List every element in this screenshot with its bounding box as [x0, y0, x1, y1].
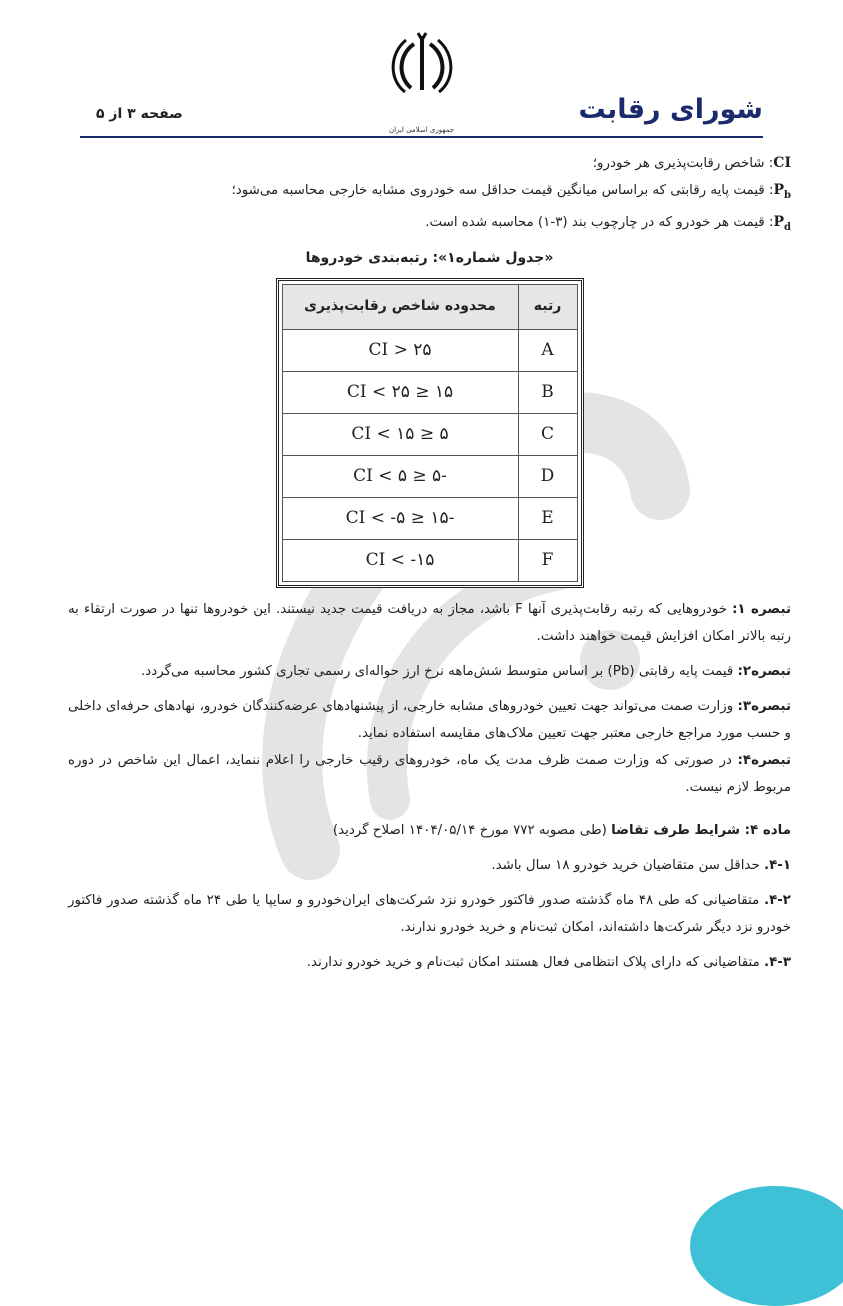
table-row [282, 371, 577, 413]
note-text: در صورتی که وزارت صمت ظرف مدت یک ماه، خودروهای رقیب خارجی را اعلام ننماید، اعمال این شاخص در دوره مربوط لازم نیست. [68, 752, 791, 795]
page-header [80, 30, 763, 136]
main-content [68, 150, 791, 976]
article-amendment: (طی مصوبه ۷۷۲ مورخ ۱۴۰۴/۰۵/۱۴ اصلاح گردید) [332, 822, 612, 838]
clause-label: ۴-۱. [764, 857, 791, 873]
definition-symbol: $P_b$ [773, 182, 791, 201]
header-range: محدوده شاخص رقابت‌پذیری [282, 284, 518, 329]
article-4-heading [68, 817, 791, 844]
note-label: تبصره۳: [737, 698, 791, 714]
definition-text: : قیمت پایه رقابتی که براساس میانگین قیمت حداقل سه خودروی مشابه خارجی محاسبه می‌شود؛ [231, 183, 774, 198]
range-cell: -۱۵ ≤ CI < -۵ [282, 497, 518, 539]
council-title: شورای رقابت [578, 94, 763, 125]
note-2 [68, 658, 791, 685]
table-row [282, 539, 577, 581]
definition-symbol: CI [773, 155, 791, 171]
clause-4-3 [68, 949, 791, 976]
range-cell: ۱۵ ≤ CI < ۲۵ [282, 371, 518, 413]
note-label: تبصره۲: [737, 663, 791, 679]
range-cell: ۵ ≤ CI < ۱۵ [282, 413, 518, 455]
ranking-table-frame [276, 278, 584, 588]
definition-ci [68, 150, 791, 177]
ranking-table [282, 284, 578, 582]
table-row [282, 455, 577, 497]
note-1 [68, 596, 791, 650]
table-row [282, 413, 577, 455]
rank-cell: F [518, 539, 577, 581]
header-divider [80, 136, 763, 138]
clause-text: متقاضیانی که دارای پلاک انتظامی فعال هستند امکان ثبت‌نام و خرید خودرو ندارند. [306, 954, 764, 970]
rank-cell: C [518, 413, 577, 455]
rank-cell: E [518, 497, 577, 539]
clause-text: متقاضیانی که طی ۴۸ ماه گذشته صدور فاکتور خودرو نزد شرکت‌های ایران‌خودرو و سایپا یا طی ۲۴ ماه گذشته صدور فاکتور خودرو نزد دیگر شرکت‌ها داشته‌اند، امکان ثبت‌نام و خرید خودرو ندارند. [68, 892, 791, 935]
definition-pd [68, 209, 791, 241]
note-text: قیمت پایه رقابتی (Pb) بر اساس متوسط شش‌ماهه نرخ ارز حواله‌ای رسمی تجاری کشور محاسبه می‌گردد. [141, 663, 738, 679]
table-row [282, 329, 577, 371]
note-text: وزارت صمت می‌تواند جهت تعیین خودروهای مشابه خارجی، از پیشنهادهای عرضه‌کنندگان خودرو، نهادهای حرفه‌ای داخلی و حسب مورد مراجع خارجی معتبر جهت تعیین ملاک‌های مقایسه استفاده نماید. [68, 698, 791, 741]
table-caption: «جدول شماره۱»: رتبه‌بندی خودروها [305, 249, 554, 266]
note-label: تبصره ۱: [732, 601, 791, 617]
definition-pb [68, 177, 791, 209]
corner-decoration [690, 1186, 843, 1306]
clause-4-2 [68, 887, 791, 941]
article-label: ماده ۴: شرایط طرف تقاضا [611, 822, 791, 838]
definition-text: : قیمت هر خودرو که در چارچوب بند (۳-۱) محاسبه شده است. [425, 214, 774, 230]
iran-emblem-icon [387, 30, 457, 100]
note-label: تبصره۴: [737, 752, 791, 768]
note-text: خودروهایی که رتبه رقابت‌پذیری آنها F باشد، مجاز به دریافت قیمت جدید نیستند. این خودروها تنها در صورت ارتقاء به رتبه بالاتر امکان افزایش قیمت خواهند داشت. [68, 601, 791, 644]
note-3 [68, 693, 791, 747]
emblem-caption: جمهوری اسلامی ایران [389, 126, 454, 134]
table-header-row [282, 284, 577, 329]
clause-label: ۴-۳. [764, 954, 791, 970]
header-rank: رتبه [518, 284, 577, 329]
clause-4-1 [68, 852, 791, 879]
rank-cell: B [518, 371, 577, 413]
clause-text: حداقل سن متقاضیان خرید خودرو ۱۸ سال باشد. [491, 857, 764, 873]
definition-symbol: $P_d$ [773, 213, 791, 233]
note-4 [68, 747, 791, 801]
clause-label: ۴-۲. [763, 892, 791, 908]
rank-cell: D [518, 455, 577, 497]
page-number: صفحه ۳ از ۵ [96, 106, 183, 122]
rank-cell: A [518, 329, 577, 371]
range-cell: ۲۵ < CI [282, 329, 518, 371]
table-row [282, 497, 577, 539]
range-cell: -۵ ≤ CI < ۵ [282, 455, 518, 497]
definition-text: : شاخص رقابت‌پذیری هر خودرو؛ [592, 156, 774, 171]
range-cell: CI < -۱۵ [282, 539, 518, 581]
